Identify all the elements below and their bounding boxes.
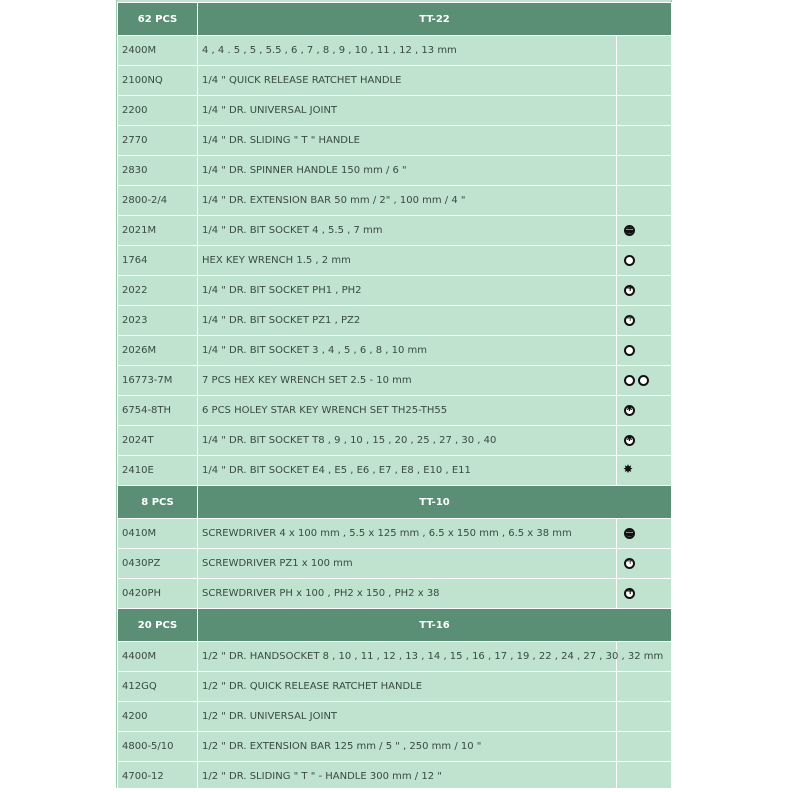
item-code: 2400M: [118, 36, 198, 66]
item-code: 2100NQ: [118, 66, 198, 96]
tip-type-cell: [617, 732, 672, 762]
tip-type-cell: [617, 156, 672, 186]
section-piece-count: 62 PCS: [118, 3, 198, 36]
tip-type-cell: [617, 549, 672, 579]
table-row: [118, 186, 672, 216]
item-code: 2026M: [118, 336, 198, 366]
table-row: [118, 216, 672, 246]
section-header: [118, 609, 672, 642]
table-row: [118, 426, 672, 456]
item-code: 2800-2/4: [118, 186, 198, 216]
item-code: 0430PZ: [118, 549, 198, 579]
tip-type-cell: [617, 456, 672, 486]
table-row: [118, 336, 672, 366]
item-code: 2200: [118, 96, 198, 126]
item-description: SCREWDRIVER PH x 100 , PH2 x 150 , PH2 x 38: [198, 579, 617, 609]
item-code: 2022: [118, 276, 198, 306]
star-icon: [624, 405, 635, 416]
table-row: [118, 96, 672, 126]
item-description: 1/2 " DR. UNIVERSAL JOINT: [198, 702, 617, 732]
table-row: [118, 519, 672, 549]
tip-type-cell: [617, 519, 672, 549]
item-description: 1/4 " DR. BIT SOCKET PZ1 , PZ2: [198, 306, 617, 336]
table-row: [118, 276, 672, 306]
tip-type-cell: [617, 672, 672, 702]
item-description: 1/4 " DR. BIT SOCKET 3 , 4 , 5 , 6 , 8 , 10 mm: [198, 336, 617, 366]
table-row: [118, 702, 672, 732]
tip-type-cell: [617, 66, 672, 96]
item-code: 2410E: [118, 456, 198, 486]
hex-icon: [624, 255, 635, 266]
torx-e-icon: [624, 465, 635, 476]
tip-type-cell: [617, 579, 672, 609]
item-description: 1/4 " DR. UNIVERSAL JOINT: [198, 96, 617, 126]
tip-type-cell: [617, 336, 672, 366]
item-code: 2023: [118, 306, 198, 336]
item-code: 2770: [118, 126, 198, 156]
table-row: [118, 579, 672, 609]
tip-type-cell: [617, 246, 672, 276]
item-description: 1/2 " DR. QUICK RELEASE RATCHET HANDLE: [198, 672, 617, 702]
hex-icon: [624, 345, 635, 356]
tip-type-cell: [617, 186, 672, 216]
table-row: [118, 306, 672, 336]
slotted-icon: [624, 528, 635, 539]
tip-type-cell: [617, 126, 672, 156]
table-row: [118, 66, 672, 96]
item-description: 1/4 " DR. EXTENSION BAR 50 mm / 2" , 100 mm / 4 ": [198, 186, 617, 216]
section-piece-count: 20 PCS: [118, 609, 198, 642]
item-description: SCREWDRIVER 4 x 100 mm , 5.5 x 125 mm , 6.5 x 150 mm , 6.5 x 38 mm: [198, 519, 617, 549]
item-code: 4200: [118, 702, 198, 732]
tip-type-cell: [617, 276, 672, 306]
item-code: 0420PH: [118, 579, 198, 609]
section-set-name: TT-22: [198, 3, 672, 36]
section-set-name: TT-10: [198, 486, 672, 519]
hex-ball-icon: [638, 375, 649, 386]
table-row: [118, 126, 672, 156]
item-code: 4700-12: [118, 762, 198, 792]
item-code: 16773-7M: [118, 366, 198, 396]
table-row: [118, 36, 672, 66]
item-description: 1/4 " DR. SPINNER HANDLE 150 mm / 6 ": [198, 156, 617, 186]
item-description: 1/4 " DR. BIT SOCKET PH1 , PH2: [198, 276, 617, 306]
star-icon: [624, 435, 635, 446]
item-description: 1/4 " DR. BIT SOCKET E4 , E5 , E6 , E7 , E8 , E10 , E11: [198, 456, 617, 486]
item-description: 1/4 " DR. SLIDING " T " HANDLE: [198, 126, 617, 156]
item-description: 1/4 " DR. BIT SOCKET 4 , 5.5 , 7 mm: [198, 216, 617, 246]
table-row: [118, 366, 672, 396]
hex-icon: [624, 375, 635, 386]
table-row: [118, 246, 672, 276]
phillips-icon: [624, 285, 635, 296]
item-description: HEX KEY WRENCH 1.5 , 2 mm: [198, 246, 617, 276]
slotted-icon: [624, 225, 635, 236]
table-row: [118, 642, 672, 672]
item-code: 1764: [118, 246, 198, 276]
table-row: [118, 549, 672, 579]
pozidriv-icon: [624, 558, 635, 569]
table-row: [118, 396, 672, 426]
tip-type-cell: [617, 306, 672, 336]
tip-type-cell: [617, 762, 672, 792]
tip-type-cell: [617, 426, 672, 456]
item-description: 1/2 " DR. HANDSOCKET 8 , 10 , 11 , 12 , 13 , 14 , 15 , 16 , 17 , 19 , 22 , 24 , 27 , 30 , 32 mm: [198, 642, 617, 672]
item-description: 4 , 4 . 5 , 5 , 5.5 , 6 , 7 , 8 , 9 , 10 , 11 , 12 , 13 mm: [198, 36, 617, 66]
item-code: 4800-5/10: [118, 732, 198, 762]
pozidriv-icon: [624, 315, 635, 326]
item-description: 1/4 " DR. BIT SOCKET T8 , 9 , 10 , 15 , 20 , 25 , 27 , 30 , 40: [198, 426, 617, 456]
table-row: [118, 732, 672, 762]
item-code: 412GQ: [118, 672, 198, 702]
table-row: [118, 456, 672, 486]
tip-type-cell: [617, 96, 672, 126]
tool-set-table: [117, 2, 672, 792]
section-piece-count: 8 PCS: [118, 486, 198, 519]
item-code: 6754-8TH: [118, 396, 198, 426]
item-description: 6 PCS HOLEY STAR KEY WRENCH SET TH25-TH55: [198, 396, 617, 426]
phillips-icon: [624, 588, 635, 599]
tip-type-cell: [617, 702, 672, 732]
tip-type-cell: [617, 216, 672, 246]
item-code: 2024T: [118, 426, 198, 456]
item-description: 7 PCS HEX KEY WRENCH SET 2.5 - 10 mm: [198, 366, 617, 396]
item-code: 2021M: [118, 216, 198, 246]
table-row: [118, 156, 672, 186]
section-header: [118, 486, 672, 519]
item-description: SCREWDRIVER PZ1 x 100 mm: [198, 549, 617, 579]
tip-type-cell: [617, 396, 672, 426]
item-description: 1/2 " DR. SLIDING " T " - HANDLE 300 mm / 12 ": [198, 762, 617, 792]
section-set-name: TT-16: [198, 609, 672, 642]
item-code: 2830: [118, 156, 198, 186]
item-description: 1/4 " QUICK RELEASE RATCHET HANDLE: [198, 66, 617, 96]
table-row: [118, 672, 672, 702]
tip-type-cell: [617, 36, 672, 66]
tip-type-cell: [617, 366, 672, 396]
table-row: [118, 762, 672, 792]
item-description: 1/2 " DR. EXTENSION BAR 125 mm / 5 " , 250 mm / 10 ": [198, 732, 617, 762]
section-header: [118, 3, 672, 36]
item-code: 0410M: [118, 519, 198, 549]
item-code: 4400M: [118, 642, 198, 672]
